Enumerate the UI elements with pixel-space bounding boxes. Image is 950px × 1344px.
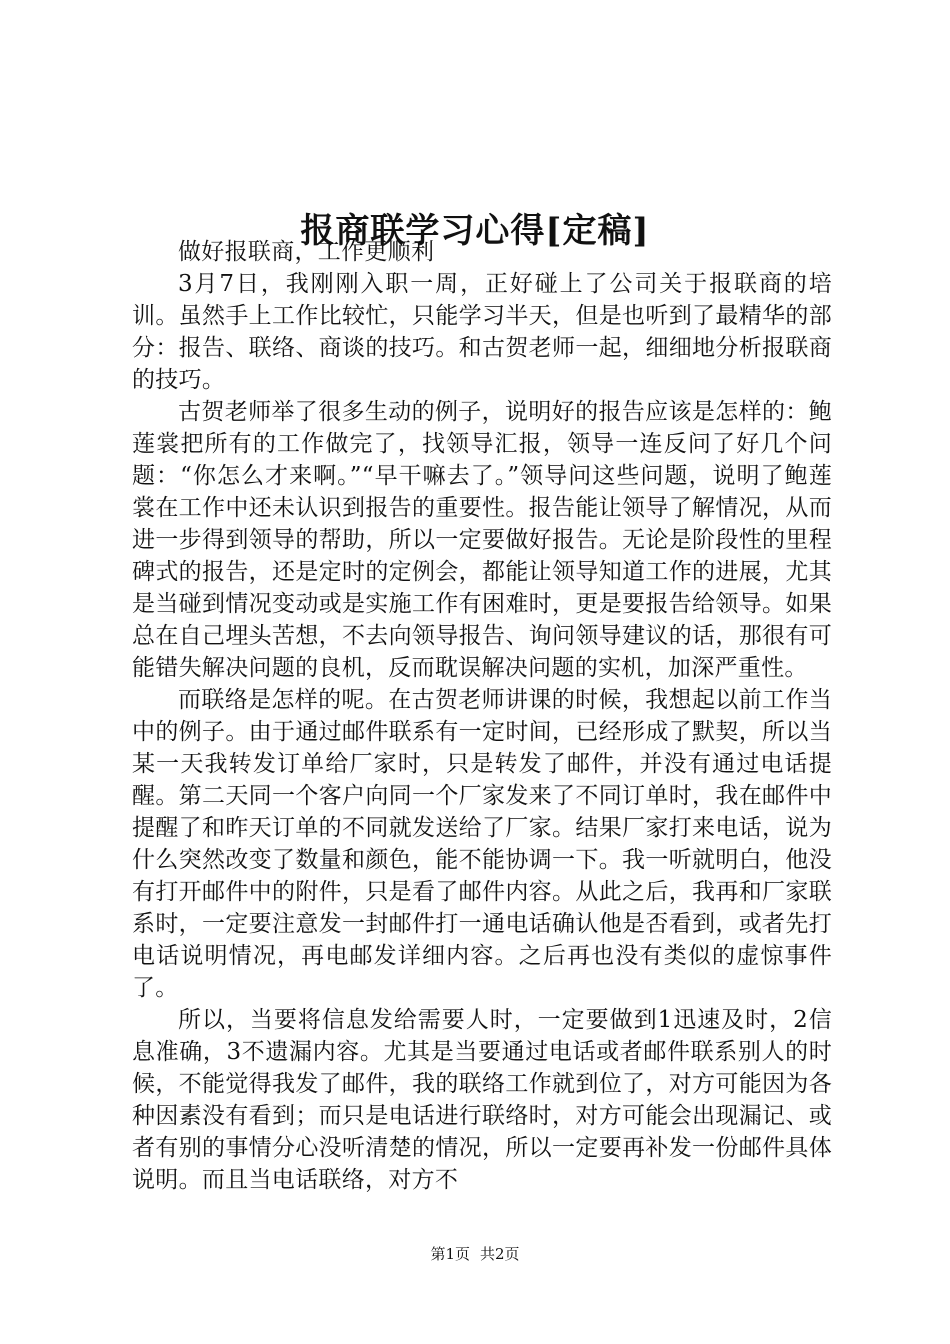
paragraph-conclusion: 所以，当要将信息发给需要人时，一定要做到1迅速及时，2信息准确，3不遗漏内容。尤其是当要通过电话或者邮件联系别人的时候，不能觉得我发了邮件，我的联络工作就到位了，对方可能因为各种因素没有看到；而只是电话进行联络时，对方可能会出现漏记、或者有别的事情分心没听清楚的情况，所以一定要再补发一份邮件具体说明。而且当电话联络，对方不: [132, 1007, 832, 1193]
page-number: 第1页: [430, 1245, 470, 1263]
paragraph-contact: 而联络是怎样的呢。在古贺老师讲课的时候，我想起以前工作当中的例子。由于通过邮件联系有一定时间，已经形成了默契，所以当某一天我转发订单给厂家时，只是转发了邮件，并没有通过电话提醒。第二天同一个客户向同一个厂家发来了不同订单时，我在邮件中提醒了和昨天订单的不同就发送给了厂家。结果厂家打来电话，说为什么突然改变了数量和颜色，能不能协调一下。我一听就明白，他没有打开邮件中的附件，只是看了邮件内容。从此之后，我再和厂家联系时，一定要注意发一封邮件打一通电话确认他是否看到，或者先打电话说明情况，再电邮发详细内容。之后再也没有类似的虚惊事件了。: [132, 687, 832, 1001]
paragraph-report: 古贺老师举了很多生动的例子，说明好的报告应该是怎样的：鲍莲裳把所有的工作做完了，找领导汇报，领导一连反问了好几个问题：“你怎么才来啊。”“早干嘛去了。”领导问这些问题，说明了鲍莲裳在工作中还未认识到报告的重要性。报告能让领导了解情况，从而进一步得到领导的帮助，所以一定要做好报告。无论是阶段性的里程碑式的报告，还是定时的定例会，都能让领导知道工作的进展，尤其是当碰到情况变动或是实施工作有困难时，更是要报告给领导。如果总在自己埋头苦想，不去向领导报告、询问领导建议的话，那很有可能错失解决问题的良机，反而耽误解决问题的实机，加深严重性。: [132, 399, 832, 681]
paragraph-intro: 3月7日，我刚刚入职一周，正好碰上了公司关于报联商的培训。虽然手上工作比较忙，只能学习半天，但是也听到了最精华的部分：报告、联络、商谈的技巧。和古贺老师一起，细细地分析报联商的技巧。: [132, 271, 832, 393]
page-total: 共2页: [480, 1245, 520, 1263]
page-footer: [0, 1244, 950, 1264]
document-body: [132, 236, 832, 1196]
document-title: 报商联学习心得[定稿]: [300, 210, 650, 251]
paragraph-subtitle: 做好报联商，工作更顺利: [178, 239, 435, 265]
